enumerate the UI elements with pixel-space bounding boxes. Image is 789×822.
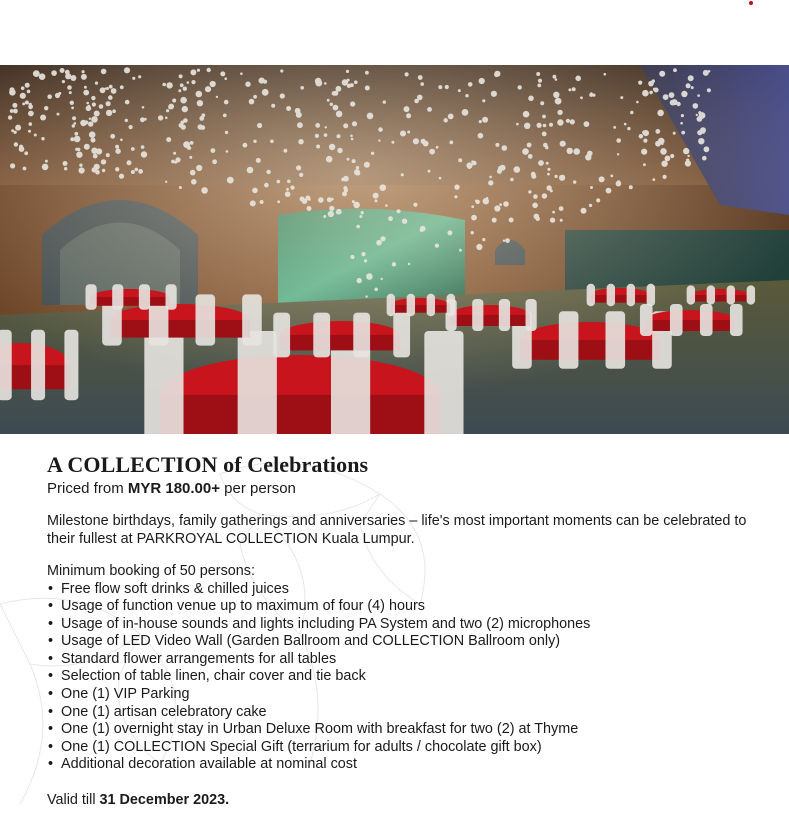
list-item: • One (1) VIP Parking	[47, 686, 767, 704]
price-suffix: per person	[220, 480, 296, 497]
validity	[47, 792, 767, 810]
offer-content	[47, 452, 767, 810]
list-item: • Additional decoration available at nominal cost	[47, 756, 767, 774]
valid-prefix: Valid till	[47, 792, 100, 809]
list-item: • Standard flower arrangements for all tables	[47, 651, 767, 669]
offer-title: A COLLECTION of Celebrations	[47, 452, 369, 477]
list-item: • One (1) artisan celebratory cake	[47, 704, 767, 722]
list-item: • One (1) COLLECTION Special Gift (terrarium for adults / chocolate gift box)	[47, 739, 767, 757]
list-item: • Free flow soft drinks & chilled juices	[47, 581, 767, 599]
list-item: • Usage of in-house sounds and lights including PA System and two (2) microphones	[47, 616, 767, 634]
offer-price	[47, 479, 767, 498]
list-item: • Usage of function venue up to maximum of four (4) hours	[47, 598, 767, 616]
price-prefix: Priced from	[47, 480, 128, 497]
list-item: • One (1) overnight stay in Urban Deluxe Room with breakfast for two (2) at Thyme	[47, 721, 767, 739]
valid-date: 31 December 2023.	[99, 792, 230, 809]
list-item: • Usage of LED Video Wall (Garden Ballroom and COLLECTION Ballroom only)	[47, 633, 767, 651]
list-item: • Selection of table linen, chair cover and tie back	[47, 668, 767, 686]
minimum-booking: Minimum booking of 50 persons:	[47, 563, 255, 579]
inclusions-list	[47, 581, 767, 775]
offer-description: Milestone birthdays, family gatherings and anniversaries – life's most important moments can be celebrated to their fullest at PARKROYAL COLLECTION Kuala Lumpur.	[47, 513, 747, 547]
brand-accent-dot	[749, 1, 753, 5]
price-value: MYR 180.00+	[127, 480, 220, 497]
hero-ballroom-image	[0, 65, 789, 434]
